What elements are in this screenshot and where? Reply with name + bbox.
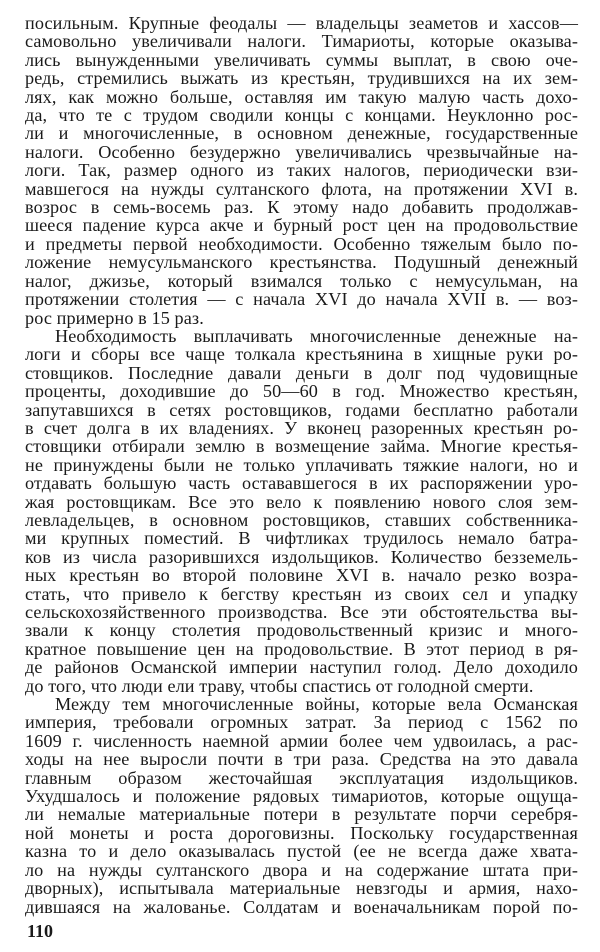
- text-line: шееся падение курса акче и бурный рост цен на продовольствие: [25, 215, 578, 236]
- text-line: до того, что люди ели траву, чтобы спастись от голодной смерти.: [25, 675, 534, 696]
- text-line: стовщики отбирали землю в возмещение займа. Многие крестья-: [25, 436, 578, 457]
- text-line: стать, что привело к бегству крестьян из своих сел и упадку: [25, 583, 578, 604]
- paragraph: [25, 14, 578, 327]
- text-line: левладельцев, в основном ростовщиков, ставших собственника-: [25, 509, 578, 530]
- text-line: казна то и дело оказывалась пустой (ее не всегда даже хвата-: [25, 841, 578, 862]
- text-line: сельскохозяйственного производства. Все эти обстоятельства вы-: [25, 602, 578, 622]
- text-line: логи и сборы все чаще толкала крестьянина в хищные руки ро-: [25, 344, 578, 365]
- text-line: стовщиков. Последние давали деньги в долг под чудовищные: [25, 362, 578, 383]
- text-line: не принуждены были не только уплачивать тяжкие налоги, но и: [25, 454, 578, 475]
- text-line: логи. Так, размер одного из таких налогов, периодически взи-: [25, 160, 578, 181]
- text-line: возрос в семь-восемь раз. К этому надо добавить продолжав-: [25, 197, 578, 218]
- text-line: проценты, доходившие до 50—60 в год. Множество крестьян,: [25, 381, 578, 402]
- text-line: дившаяся на жалованье. Солдатам и военачальникам порой по-: [25, 896, 578, 917]
- text-line: де районов Османской империи наступил голод. Дело доходило: [25, 657, 578, 678]
- text-line: ной монеты и роста дороговизны. Поскольку государственная: [25, 822, 578, 843]
- text-line: жая ростовщикам. Все это вело к появлению нового слоя зем-: [25, 491, 578, 512]
- paragraph: [25, 327, 578, 695]
- text-line: ных крестьян во второй половине XVI в. начало резко возра-: [25, 565, 578, 586]
- text-line: главным образом жесточайшая эксплуатация издольщиков.: [25, 767, 578, 788]
- text-line: лях, как можно больше, оставляя им такую малую часть дохо-: [25, 86, 578, 107]
- text-line: ли и многочисленные, в основном денежные, государственные: [25, 123, 578, 144]
- text-line: лись вынужденными увеличивать суммы выплат, в свою оче-: [25, 49, 578, 70]
- text-line: запутавшихся в сетях ростовщиков, годами бесплатно работали: [25, 399, 578, 420]
- text-line: протяжении столетия — с начала XVI до начала XVII в. — воз-: [25, 289, 578, 310]
- text-line: ков из числа разорившихся издольщиков. Количество безземель-: [25, 546, 578, 567]
- text-line: налог, джизье, который взимался только с немусульман, на: [25, 270, 578, 291]
- text-line: рос примерно в 15 раз.: [25, 307, 204, 328]
- text-line: самовольно увеличивали налоги. Тимариоты, которые оказыва-: [25, 31, 578, 52]
- text-line: посильным. Крупные феодалы — владельцы зеаметов и хассов—: [25, 13, 578, 33]
- text-line: ми крупных поместий. В чифтликах трудилось немало батра-: [25, 528, 578, 549]
- text-line: и предметы первой необходимости. Особенно тяжелым было по-: [25, 233, 578, 254]
- text-line: да, что те с трудом сводили концы с концами. Неуклонно рос-: [25, 105, 578, 126]
- text-line: налоги. Особенно безудержно увеличивались чрезвычайные на-: [25, 141, 578, 162]
- text-line: 1609 г. численность наемной армии более чем удвоилась, а рас-: [25, 730, 578, 751]
- text-line: империя, требовали огромных затрат. За период с 1562 по: [25, 712, 578, 733]
- text-line: отдавать большую часть остававшегося в их распоряжении уро-: [25, 473, 578, 494]
- page-text: [25, 14, 578, 916]
- text-line: Необходимость выплачивать многочисленные денежные на-: [55, 325, 578, 346]
- text-line: в счет долга в их владениях. У вконец разоренных крестьян ро-: [25, 417, 578, 438]
- text-line: ложение немусульманского крестьянства. Подушный денежный: [25, 252, 578, 273]
- text-line: редь, стремились выжать из крестьян, трудившихся на их зем-: [25, 68, 578, 89]
- page-number: 110: [27, 921, 54, 941]
- text-line: ло на нужды султанского двора и на содержание штата при-: [25, 859, 578, 880]
- text-line: звали к концу столетия продовольственный кризис и много-: [25, 620, 578, 641]
- text-line: кратное повышение цен на продовольствие. В этот период в ря-: [25, 638, 578, 659]
- text-line: дворных), испытывала материальные невзгоды и армия, нахо-: [25, 878, 578, 899]
- paragraph: [25, 695, 578, 916]
- text-line: Ухудшалось и положение рядовых тимариотов, которые ощуща-: [25, 786, 578, 807]
- text-line: ли немалые материальные потери в результате порчи серебря-: [25, 804, 578, 825]
- text-line: Между тем многочисленные войны, которые вела Османская: [55, 694, 578, 715]
- text-line: ходы на нее выросли почти в три раза. Средства на это давала: [25, 749, 578, 770]
- text-line: мавшегося на нужды султанского флота, на протяжении XVI в.: [25, 178, 578, 199]
